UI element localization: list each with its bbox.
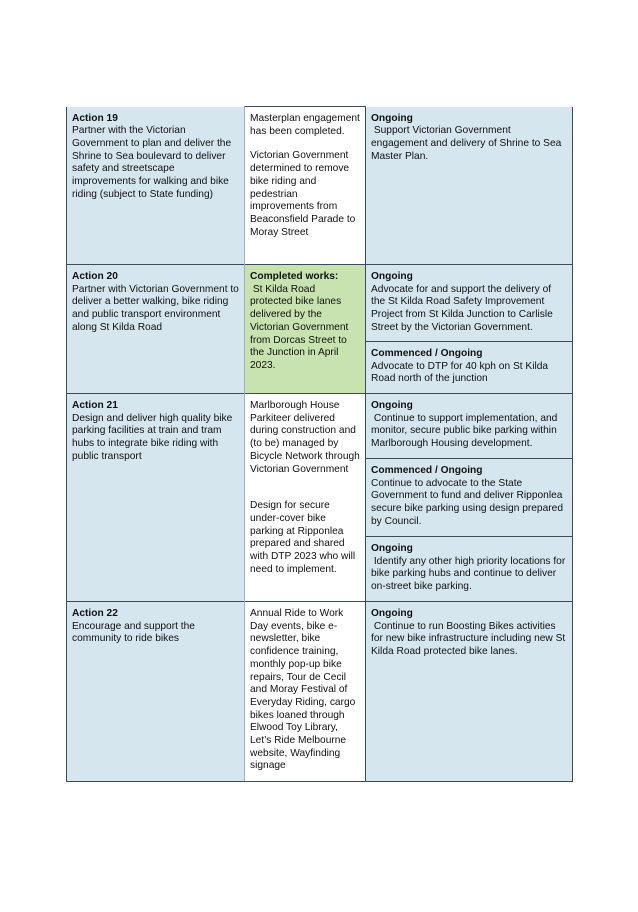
action-text: Encourage and support the community to ride bikes (72, 620, 198, 645)
progress-cell (245, 394, 366, 602)
action-title: Action 19 (72, 112, 118, 124)
status-heading: Ongoing (371, 543, 413, 554)
status-heading: Commenced / Ongoing (371, 465, 483, 476)
table-row (67, 265, 573, 342)
progress-cell (245, 265, 366, 394)
table-row (67, 107, 573, 265)
status-cell (366, 107, 573, 265)
status-text: Continue to advocate to the State Government to fund and deliver Ripponlea secure bike parking using design prepared by Council. (371, 477, 566, 527)
action-plan-table (66, 106, 573, 782)
progress-text: Marlborough House Parkiteer delivered during construction and (to be) managed by Bicycle Network through Victorian Government (250, 400, 363, 475)
progress-text: Masterplan engagement has been completed. (250, 113, 363, 137)
status-cell (366, 537, 573, 602)
progress-cell (245, 602, 366, 782)
action-title: Action 20 (72, 271, 118, 282)
progress-text: St Kilda Road protected bike lanes delivered by the Victorian Government from Dorcas Street to the Junction in April 2023. (250, 283, 352, 371)
status-text: Advocate for and support the delivery of the St Kilda Road Safety Improvement Project from St Kilda Junction to Carlisle Street by the Victorian Government. (371, 283, 556, 333)
status-cell (366, 342, 573, 394)
status-heading: Ongoing (371, 400, 413, 411)
action-cell (67, 265, 245, 394)
progress-text: Annual Ride to Work Day events, bike e-newsletter, bike confidence training, monthly pop-up bike repairs, Tour de Cecil and Moray Festival of Everyday Riding, cargo bikes loaned through Elwood Toy Library, Let’s Ride Melbourne website, Wayfinding signage (250, 608, 359, 772)
status-cell (366, 394, 573, 459)
status-heading: Ongoing (371, 271, 413, 282)
table-row (67, 602, 573, 782)
status-cell (366, 459, 573, 537)
action-text: Partner with the Victorian Government to plan and deliver the Shrine to Sea boulevard to deliver safety and streetscape improvements for walking and bike riding (subject to State funding) (72, 125, 234, 200)
status-heading: Ongoing (371, 112, 413, 124)
status-text: Support Victorian Government engagement and delivery of Shrine to Sea Master Plan. (371, 125, 565, 162)
progress-cell (245, 107, 366, 265)
action-cell (67, 394, 245, 602)
status-heading: Commenced / Ongoing (371, 348, 483, 359)
action-cell (67, 107, 245, 265)
progress-text: Victorian Government determined to remove bike riding and pedestrian improvements from Beaconsfield Parade to Moray Street (250, 150, 359, 238)
status-text: Identify any other high priority locations for bike parking hubs and continue to deliver on-street bike parking. (371, 555, 569, 593)
action-title: Action 22 (72, 608, 118, 619)
status-text: Continue to run Boosting Bikes activities for new bike infrastructure including new St Kilda Road protected bike lanes. (371, 620, 569, 658)
action-cell (67, 602, 245, 782)
status-text: Advocate to DTP for 40 kph on St Kilda Road north of the junction (371, 360, 551, 385)
status-text: Continue to support implementation, and monitor, secure public bike parking within Marlborough Housing development. (371, 412, 561, 450)
progress-text: Design for secure under-cover bike parking at Ripponlea prepared and shared with DTP 2023 who will need to implement. (250, 500, 358, 575)
action-text: Design and deliver high quality bike parking facilities at train and tram hubs to integrate bike riding with public transport (72, 412, 236, 462)
progress-heading: Completed works: (250, 271, 339, 282)
action-title: Action 21 (72, 400, 118, 411)
status-heading: Ongoing (371, 608, 413, 619)
table-row (67, 394, 573, 459)
status-cell (366, 265, 573, 342)
action-text: Partner with Victorian Government to deliver a better walking, bike riding and public transport environment along St Kilda Road (72, 283, 242, 333)
status-cell (366, 602, 573, 782)
